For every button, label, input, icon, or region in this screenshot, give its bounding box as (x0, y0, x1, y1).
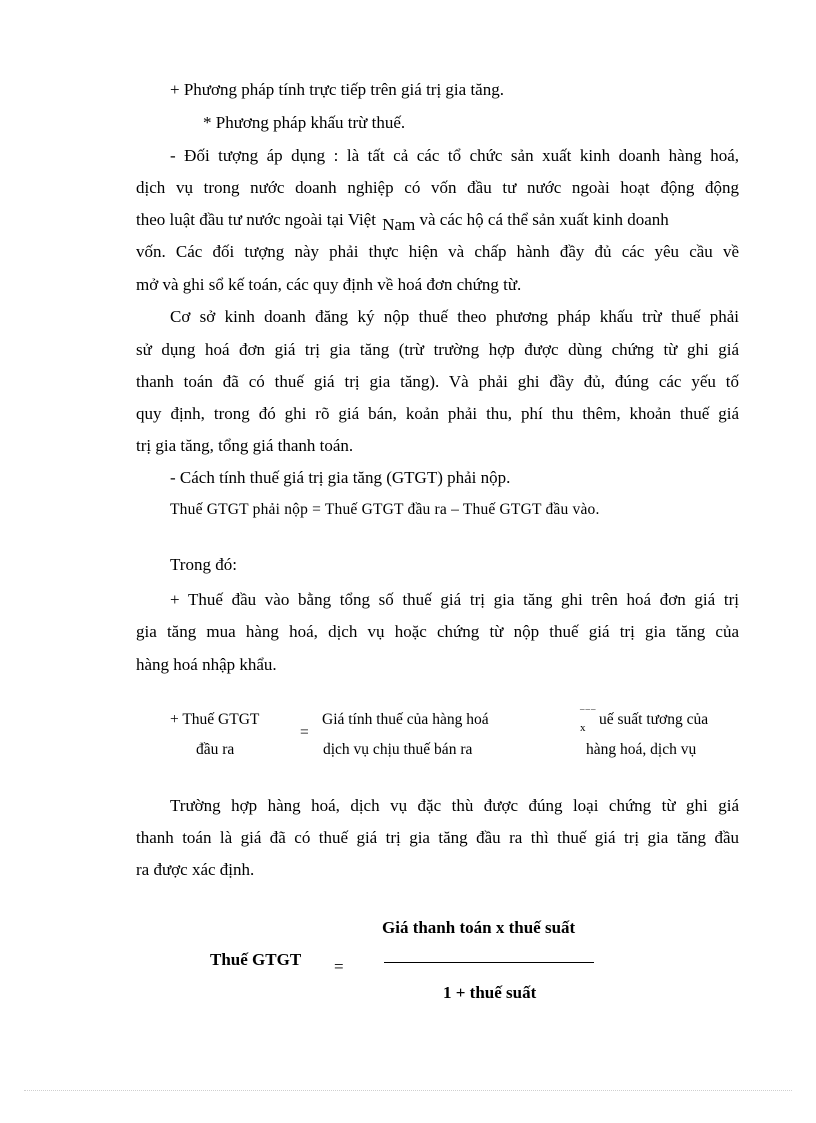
formula-label: Thuế GTGT (210, 950, 302, 969)
paragraph-line: sử dụng hoá đơn giá trị gia tăng (trừ trường hợp được dùng chứng từ ghi giá (136, 340, 739, 359)
formula-times: x (580, 722, 586, 734)
formula-mid-top: Giá tính thuế của hàng hoá (322, 711, 489, 728)
paragraph-line: ra được xác định. (136, 860, 255, 879)
paragraph-line: vốn. Các đối tượng này phải thực hiện và chấp hành đầy đủ các yêu cầu về (136, 242, 739, 261)
subscript-word: Nam (382, 215, 416, 234)
formula-right-top: uế suất tương của (599, 711, 709, 728)
paragraph-line: + Thuế đầu vào bằng tổng số thuế giá trị gia tăng ghi trên hoá đơn giá trị (170, 590, 739, 609)
paragraph-line: dịch vụ trong nước doanh nghiệp có vốn đầu tư nước ngoài hoạt động động (136, 178, 739, 197)
formula-mid-bottom: dịch vụ chịu thuế bán ra (323, 741, 473, 758)
paragraph-line: mở và ghi sổ kế toán, các quy định về hoá đơn chứng từ. (136, 275, 522, 294)
paragraph-line: thanh toán đã có thuế giá trị gia tăng). Và phải ghi đầy đủ, đúng các yếu tố (136, 372, 739, 391)
formula-equals: = (300, 724, 309, 741)
paragraph-line: trị gia tăng, tổng giá thanh toán. (136, 436, 354, 455)
paragraph-line: Cơ sở kinh doanh đăng ký nộp thuế theo phương pháp khấu trừ thuế phải (170, 307, 739, 326)
paragraph-line: hàng hoá nhập khẩu. (136, 655, 277, 674)
fraction-bar (384, 962, 594, 963)
fraction-denominator: 1 + thuế suất (443, 983, 537, 1002)
paragraph-line: - Cách tính thuế giá trị gia tăng (GTGT) phải nộp. (170, 468, 511, 487)
paragraph-line: thanh toán là giá đã có thuế giá trị gia tăng đầu ra thì thuế giá trị gia tăng đầu (136, 828, 739, 847)
bullet-deduction-method: * Phương pháp khấu trừ thuế. (203, 113, 406, 132)
formula-equals: = (334, 957, 344, 976)
formula-right-bottom: hàng hoá, dịch vụ (586, 741, 697, 758)
paragraph-line: gia tăng mua hàng hoá, dịch vụ hoặc chứng từ nộp thuế giá trị gia tăng của (136, 622, 739, 641)
clipped-glyph-mark: ¯¯¯ (580, 708, 597, 718)
paragraph-line (136, 210, 669, 234)
paragraph-line: Trường hợp hàng hoá, dịch vụ đặc thù được đúng loại chứng từ ghi giá (170, 796, 739, 815)
page-bottom-divider (24, 1090, 792, 1091)
paragraph-line: - Đối tượng áp dụng : là tất cả các tổ chức sản xuất kinh doanh hàng hoá, (170, 146, 739, 165)
paragraph-line: quy định, trong đó ghi rõ giá bán, koản phải thu, phí thu thêm, khoản thuế giá (136, 404, 739, 423)
paragraph-text: và các hộ cá thể sản xuất kinh doanh (419, 210, 669, 229)
paragraph-line: Trong đó: (170, 555, 237, 574)
formula-left-bottom: đầu ra (196, 741, 235, 758)
bullet-direct-method: + Phương pháp tính trực tiếp trên giá trị gia tăng. (170, 80, 504, 99)
vat-formula-line: Thuế GTGT phải nộp = Thuế GTGT đầu ra – Thuế GTGT đầu vào. (170, 501, 600, 518)
paragraph-text: theo luật đầu tư nước ngoài tại Việt (136, 210, 376, 229)
formula-left-top: + Thuế GTGT (170, 711, 260, 728)
fraction-numerator: Giá thanh toán x thuế suất (382, 918, 576, 937)
